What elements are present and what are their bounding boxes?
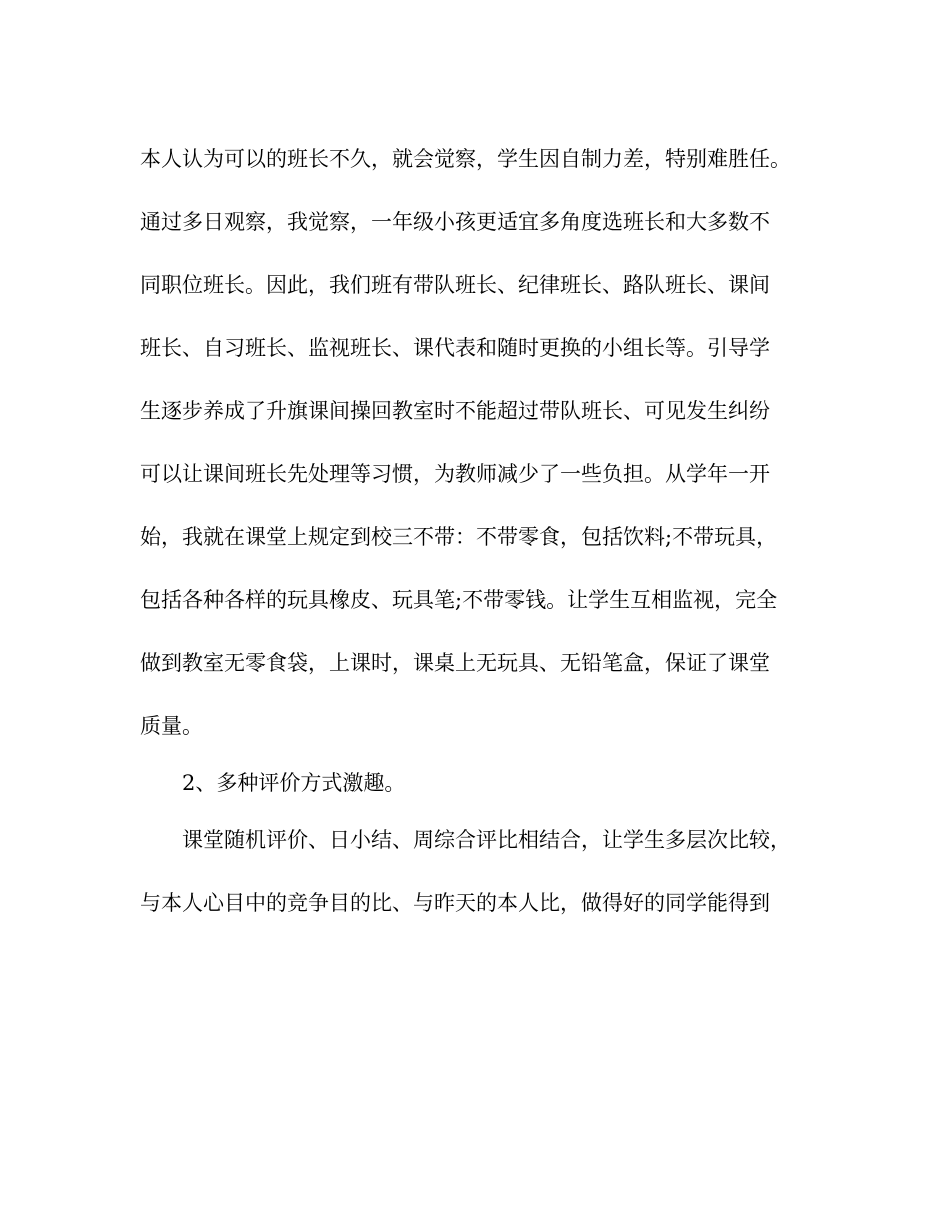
text-line: 本人认为可以的班长不久，就会觉察，学生因自制力差，特别难胜任。	[140, 147, 791, 171]
text-line: 质量。	[140, 714, 203, 738]
text-line: 与本人心目中的竞争目的比、与昨天的本人比，做得好的同学能得到	[140, 891, 770, 915]
body-text	[140, 141, 820, 948]
text-line: 做到教室无零食袋，上课时，课桌上无玩具、无铅笔盒，保证了课堂	[140, 651, 770, 675]
text-line: 始，我就在课堂上规定到校三不带：不带零食，包括饮料;不带玩具，	[140, 525, 778, 549]
text-line: 生逐步养成了升旗课间操回教室时不能超过带队班长、可见发生纠纷	[140, 399, 770, 423]
text-line: 班长、自习班长、监视班长、课代表和随时更换的小组长等。引导学	[140, 336, 770, 360]
text-line: 包括各种各样的玩具橡皮、玩具笔;不带零钱。让学生互相监视，完全	[140, 588, 778, 612]
text-line: 同职位班长。因此，我们班有带队班长、纪律班长、路队班长、课间	[140, 273, 770, 297]
text-line: 课堂随机评价、日小结、周综合评比相结合，让学生多层次比较，	[182, 828, 791, 852]
section-heading: 2、多种评价方式激趣。	[182, 771, 406, 795]
text-line: 可以让课间班长先处理等习惯，为教师减少了一些负担。从学年一开	[140, 462, 770, 486]
text-line: 通过多日观察，我觉察，一年级小孩更适宜多角度选班长和大多数不	[140, 210, 770, 234]
